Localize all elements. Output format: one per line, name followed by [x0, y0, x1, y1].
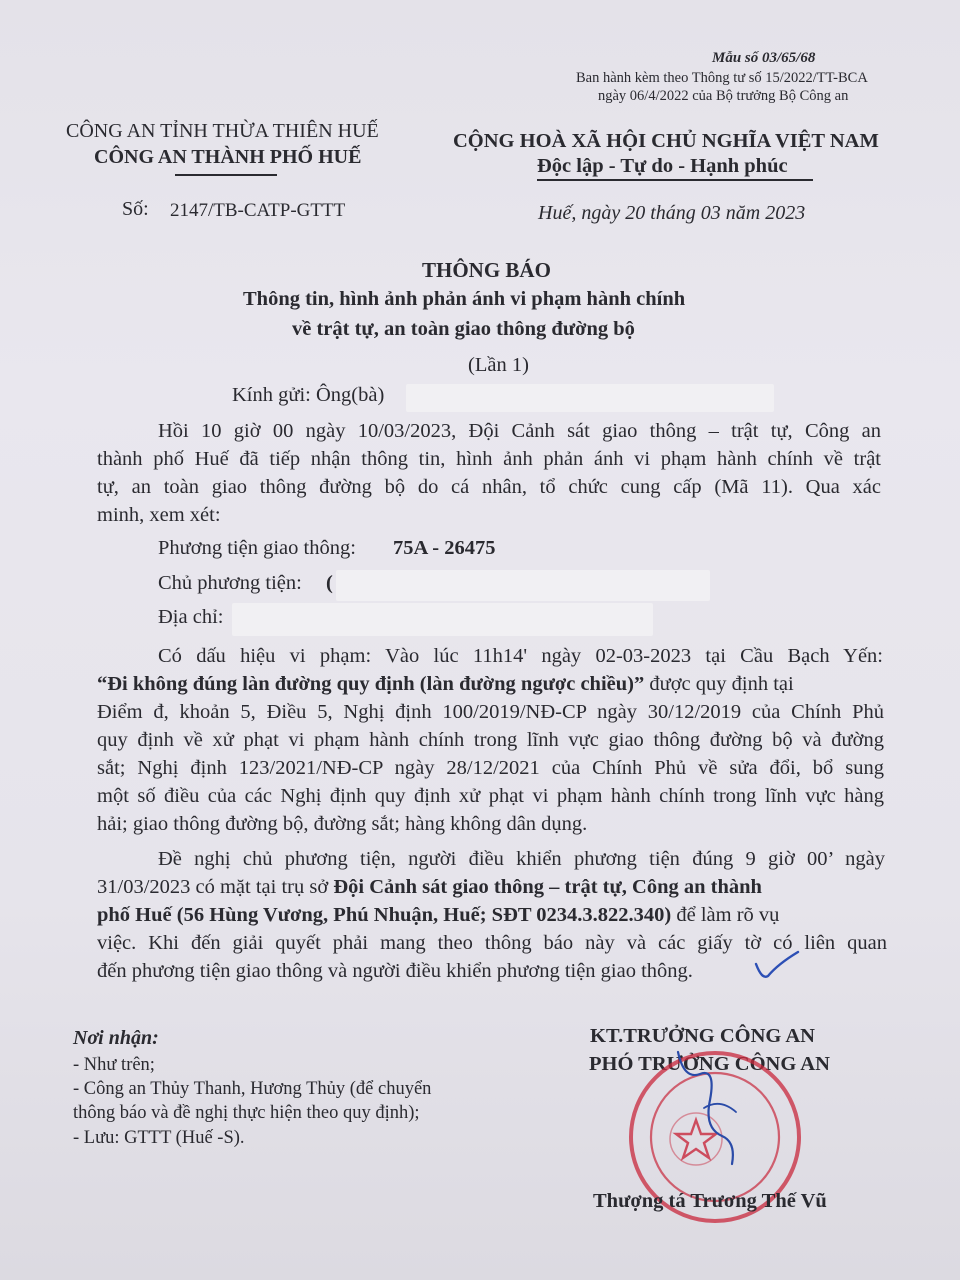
notice-title: THÔNG BÁO	[422, 258, 551, 282]
nation-name: CỘNG HOÀ XÃ HỘI CHỦ NGHĨA VIỆT NAM	[453, 130, 879, 152]
request-office: Đội Cảnh sát giao thông – trật tự, Công an thành	[333, 876, 762, 898]
request-line-2-a: 31/03/2023 có mặt tại trụ sở	[97, 876, 334, 898]
request-address: phố Huế (56 Hùng Vương, Phú Nhuận, Huế; SĐT 0234.3.822.340)	[97, 904, 672, 926]
recipients-title: Nơi nhận:	[73, 1027, 159, 1049]
request-line-4: việc. Khi đến giải quyết phải mang theo thông báo này và các giấy tờ có liên quan	[97, 932, 887, 954]
signer-name: Thượng tá Trương Thế Vũ	[593, 1190, 827, 1212]
issued-under-line1: Ban hành kèm theo Thông tư số 15/2022/TT-BCA	[576, 70, 868, 86]
handwritten-signature-icon	[640, 1040, 790, 1180]
motto-underline	[537, 179, 813, 181]
redacted-recipient-name	[406, 384, 774, 412]
violation-line-7: hải; giao thông đường bộ, đường sắt; hàng không dân dụng.	[97, 813, 588, 835]
place-date: Huế, ngày 20 tháng 03 năm 2023	[538, 202, 806, 224]
request-line-2	[97, 876, 762, 899]
request-line-3-rest: để làm rõ vụ	[671, 904, 780, 926]
request-line-3	[97, 904, 779, 927]
violation-line-2	[97, 673, 794, 696]
violation-description: “Đi không đúng làn đường quy định (làn đường ngược chiều)”	[97, 673, 645, 695]
document-number: 2147/TB-CATP-GTTT	[170, 200, 346, 221]
violation-line-6: một số điều của các Nghị định quy định xử phạt vi phạm hành chính trong lĩnh vực hàng	[97, 785, 884, 807]
nation-motto: Độc lập - Tự do - Hạnh phúc	[537, 155, 788, 177]
violation-line-3: Điểm đ, khoản 5, Điều 5, Nghị định 100/2019/NĐ-CP ngày 30/12/2019 của Chính Phủ	[97, 701, 884, 723]
recipients-item-2b: thông báo và đề nghị thực hiện theo quy định);	[73, 1103, 420, 1123]
intro-line-1: Hồi 10 giờ 00 ngày 10/03/2023, Đội Cảnh sát giao thông – trật tự, Công an	[158, 420, 881, 442]
vehicle-plate-value: 75A - 26475	[393, 537, 496, 559]
redacted-owner-name	[336, 570, 710, 601]
intro-line-4: minh, xem xét:	[97, 504, 221, 526]
agency-name: CÔNG AN THÀNH PHỐ HUẾ	[94, 146, 362, 168]
request-line-5: đến phương tiện giao thông và người điều khiển phương tiện giao thông.	[97, 960, 693, 982]
address-label: Địa chỉ:	[158, 606, 224, 628]
intro-line-2: thành phố Huế đã tiếp nhận thông tin, hình ảnh phản ánh vi phạm hành chính về trật	[97, 448, 881, 470]
violation-line-4: quy định về xử phạt vi phạm hành chính trong lĩnh vực giao thông đường bộ và đường	[97, 729, 884, 751]
vehicle-plate-label: Phương tiện giao thông:	[158, 537, 356, 559]
signature-title-1: KT.TRƯỞNG CÔNG AN	[590, 1025, 815, 1047]
notice-subtitle-1: Thông tin, hình ảnh phản ánh vi phạm hành chính	[243, 288, 686, 310]
request-line-1: Đề nghị chủ phương tiện, người điều khiển phương tiện đúng 9 giờ 00’ ngày	[158, 848, 885, 870]
notice-round: (Lần 1)	[468, 354, 529, 376]
recipients-item-3: - Lưu: GTTT (Huế -S).	[73, 1128, 245, 1148]
agency-underline	[175, 174, 277, 176]
notice-subtitle-2: về trật tự, an toàn giao thông đường bộ	[292, 318, 635, 340]
recipients-item-2: - Công an Thủy Thanh, Hương Thủy (để chuyển	[73, 1079, 432, 1099]
violation-line-5: sắt; Nghị định 123/2021/NĐ-CP ngày 28/12/2021 của Chính Phủ về sửa đổi, bổ sung	[97, 757, 884, 779]
checkmark-icon	[752, 950, 802, 984]
redacted-address	[232, 603, 653, 636]
recipients-item-1: - Như trên;	[73, 1055, 155, 1075]
recipient-greeting: Kính gửi: Ông(bà)	[232, 384, 385, 406]
form-number: Mẫu số 03/65/68	[712, 50, 816, 66]
vehicle-owner-label: Chủ phương tiện:	[158, 572, 302, 594]
violation-line-2-rest: được quy định tại	[644, 673, 794, 695]
issued-under-line2: ngày 06/4/2022 của Bộ trưởng Bộ Công an	[598, 88, 849, 104]
violation-line-1: Có dấu hiệu vi phạm: Vào lúc 11h14' ngày 02-03-2023 tại Cầu Bạch Yến:	[158, 645, 883, 667]
vehicle-owner-prefix: (	[326, 572, 333, 594]
intro-line-3: tự, an toàn giao thông đường bộ do cá nhân, tổ chức cung cấp (Mã 11). Qua xác	[97, 476, 881, 498]
document-number-label: Số:	[122, 198, 149, 220]
signature-title-2: PHÓ TRƯỞNG CÔNG AN	[589, 1053, 830, 1075]
agency-parent: CÔNG AN TỈNH THỪA THIÊN HUẾ	[66, 120, 379, 142]
